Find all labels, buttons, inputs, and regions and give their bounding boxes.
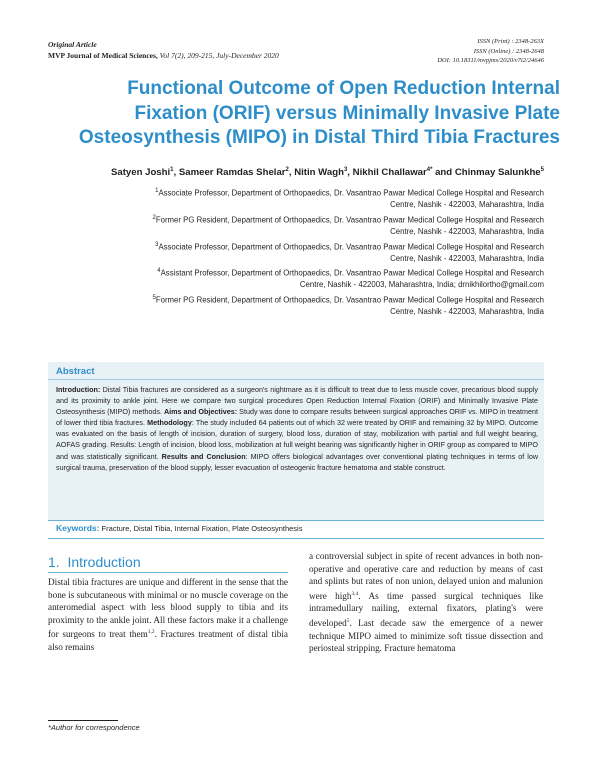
affiliation: $^1$Associate Professor, Department of Orthopaedics, Dr. Vasantrao Pawar Medical College Hospital and Research Centre, Nashik - 422003, Maharashtra, India [155, 188, 544, 209]
author: Nitin Wagh$^3$, [294, 167, 353, 179]
correspondence-footnote: *Author for correspondence [48, 723, 140, 732]
author: Chinmay Salunkhe$^5$ [454, 167, 544, 179]
intro-left-column: Distal tibia fractures are unique and different in the sense that the bone is subcutaneous with minimal or no muscle coverage on the anteromedial aspect with less blood supply to tibia and its proximity to the ankle joint. All these factors make it a challenge for surgeons to treat them$^{1,2}$. Fractures treatment of distal tibia also remains [48, 577, 288, 653]
affiliation: $^5$Former PG Resident, Department of Orthopaedics, Dr. Vasantrao Pawar Medical College Hospital and Research Centre, Nashik - 422003, Maharashtra, India [152, 295, 544, 316]
author: Sameer Ramdas Shelar$^2$, [178, 167, 295, 179]
journal-citation: MVP Journal of Medical Sciences, Vol 7(2), 209-215, July-December 2020 [48, 51, 279, 60]
author-list [111, 167, 544, 178]
journal-header [48, 39, 279, 61]
article-type: Original Article [48, 40, 97, 49]
doi: DOI: 10.18311/mvpjms/2020/v7i2/24646 [437, 57, 544, 64]
abstract-divider [48, 379, 544, 380]
abstract-text: Introduction: Distal Tibia fractures are considered as a surgeon's nightmare as it is difficult to treat due to less muscle cover, precarious blood supply and its proximity to ankle joint. Here we compare two surgical procedures Open Reduction Internal Fixation (ORIF) and Minimally Invasive Plate Osteosynthesis (MIPO) methods. Aims and Objectives: Study was done to compare results between surgical approaches ORIF vs. MIPO in treatment of lower third tibia fractures. Methodology: The study included 64 patients out of which 32 were treated by ORIF and remaining 32 by MIPO. Outcome was evaluated on the basis of length of incision, duration of surgery, blood loss, duration of stay, mobilization with partial and full weight bearing, AOFAS grading. Results: Length of incision, blood loss, mobilization at full weight bearing was significantly higher in ORIF group as compared to MIPO and was statistically significant. Results and Conclusion: MIPO offers biological advantages over conventional plating techniques in terms of low surgical trauma, preservation of the blood supply, lesser evacuation of osteogenic fracture hematoma and stable construct. [56, 385, 539, 472]
issn-online: ISSN (Online) : 2348-2648 [473, 47, 544, 55]
affiliation: $^2$Former PG Resident, Department of Orthopaedics, Dr. Vasantrao Pawar Medical College Hospital and Research Centre, Nashik - 422003, Maharashtra, India [152, 215, 544, 236]
affiliation: $^3$Associate Professor, Department of Orthopaedics, Dr. Vasantrao Pawar Medical College Hospital and Research Centre, Nashik - 422003, Maharashtra, India [155, 242, 544, 263]
section-divider [48, 572, 288, 573]
intro-right-column: a controversial subject in spite of recent advances in both non-operative and operative care and reduction by means of cast and splints but rates of non union, delayed union and malunion were high$^{3,4}$. As time passed surgical techniques like intramedullary nailing, external fixators, plating's were developed$^5$. Last decade saw the emergence of a newer technique MIPO aimed to minimize soft tissue dissection and periosteal stripping. Fracture hematoma [309, 551, 544, 654]
issn-print: ISSN (Print) : 2348-263X [477, 38, 544, 45]
keywords: Keywords: Fracture, Distal Tibia, Internal Fixation, Plate Osteosynthesis [56, 523, 303, 533]
keywords-top-rule [48, 520, 544, 521]
author: Nikhil Challawar$^{4*}$ and [352, 167, 455, 179]
abstract-heading: Abstract [56, 366, 95, 377]
article-title: Functional Outcome of Open Reduction Internal Fixation (ORIF) versus Minimally Invasive Plate Osteosynthesis (MIPO) in Distal Third Tibia Fractures [78, 78, 560, 148]
section-heading-introduction: 1. Introduction [48, 554, 141, 570]
author: Satyen Joshi$^1$, [110, 167, 179, 179]
footnote-divider [48, 720, 118, 721]
keywords-bottom-rule [48, 538, 544, 539]
affiliation: $^4$Assistant Professor, Department of Orthopaedics, Dr. Vasantrao Pawar Medical College Hospital and Research Centre, Nashik - 422003, Maharashtra, India; drnikhilortho@gmail.com [157, 268, 544, 289]
issn-block [437, 37, 544, 66]
